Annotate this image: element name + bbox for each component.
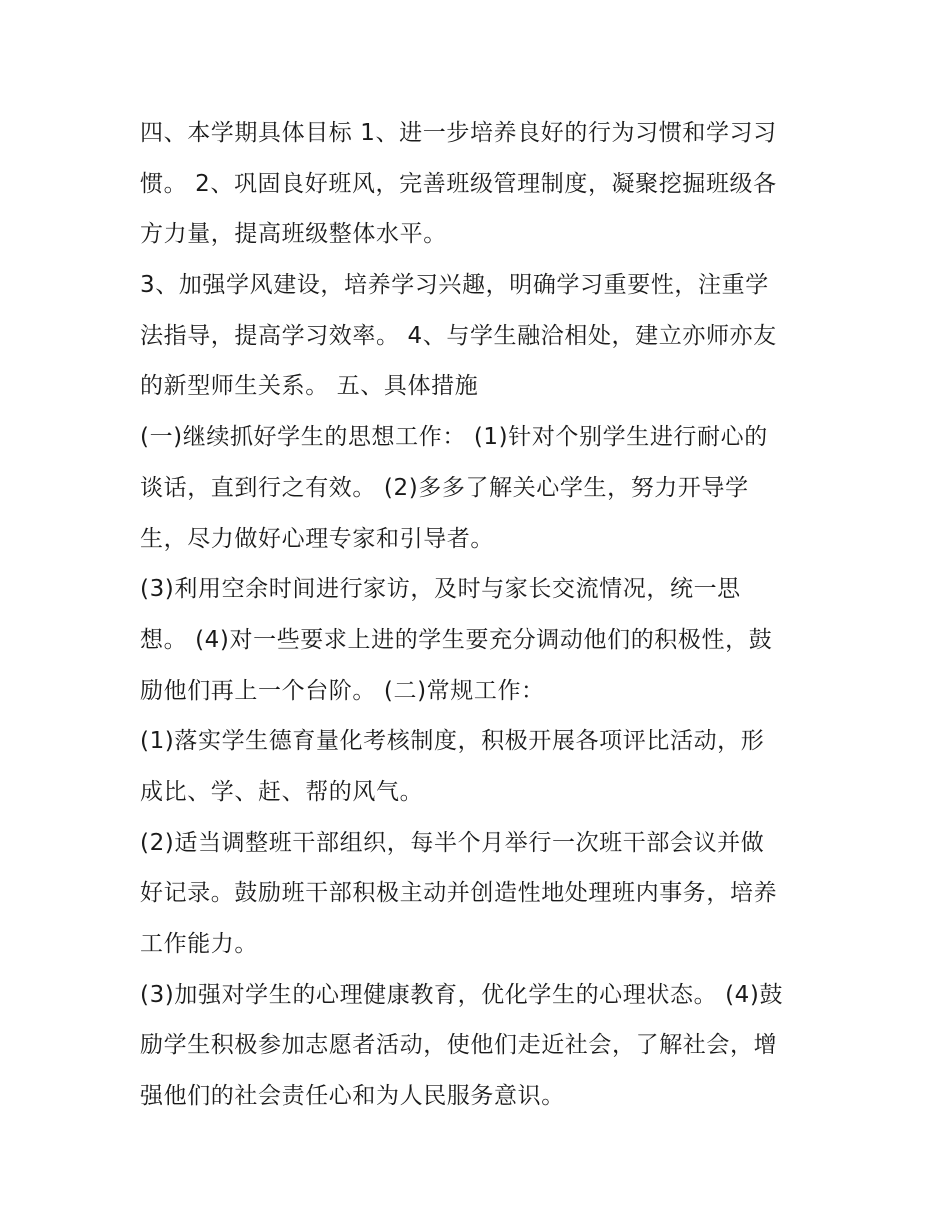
text-line: 谈话，直到行之有效。 (2)多多了解关心学生，努力开导学	[140, 474, 749, 501]
text-line: (一)继续抓好学生的思想工作： (1)针对个别学生进行耐心的	[140, 424, 768, 451]
text-line: (3)利用空余时间进行家访，及时与家长交流情况，统一思	[140, 576, 741, 603]
text-line: 工作能力。	[140, 931, 258, 957]
text-line: (2)适当调整班干部组织，每半个月举行一次班干部会议并做	[140, 829, 765, 856]
text-line: 励学生积极参加志愿者活动，使他们走近社会，了解社会，增	[140, 1032, 778, 1059]
text-line: (1)落实学生德育量化考核制度，积极开展各项评比活动，形	[140, 728, 765, 755]
text-line: 3、加强学风建设，培养学习兴趣，明确学习重要性，注重学	[140, 272, 769, 299]
text-line: 生，尽力做好心理专家和引导者。	[140, 525, 494, 552]
text-line: 法指导，提高学习效率。 4、与学生融洽相处，建立亦师亦友	[140, 322, 777, 349]
text-line: (3)加强对学生的心理健康教育，优化学生的心理状态。 (4)鼓	[140, 981, 784, 1008]
text-line: 惯。 2、巩固良好班风，完善班级管理制度，凝聚挖掘班级各	[140, 170, 777, 197]
text-line: 成比、学、赶、帮的风气。	[140, 778, 424, 805]
document-body	[140, 108, 820, 1122]
text-line: 好记录。鼓励班干部积极主动并创造性地处理班内事务，培养	[140, 880, 778, 907]
text-line: 方力量，提高班级整体水平。	[140, 221, 447, 248]
text-line: 励他们再上一个台阶。 (二)常规工作：	[140, 677, 545, 704]
text-line: 想。 (4)对一些要求上进的学生要充分调动他们的积极性，鼓	[140, 626, 773, 653]
text-line: 四、本学期具体目标 1、进一步培养良好的行为习惯和学习习	[140, 120, 777, 146]
text-line: 强他们的社会责任心和为人民服务意识。	[140, 1083, 565, 1110]
text-line: 的新型师生关系。 五、具体措施	[140, 373, 479, 400]
